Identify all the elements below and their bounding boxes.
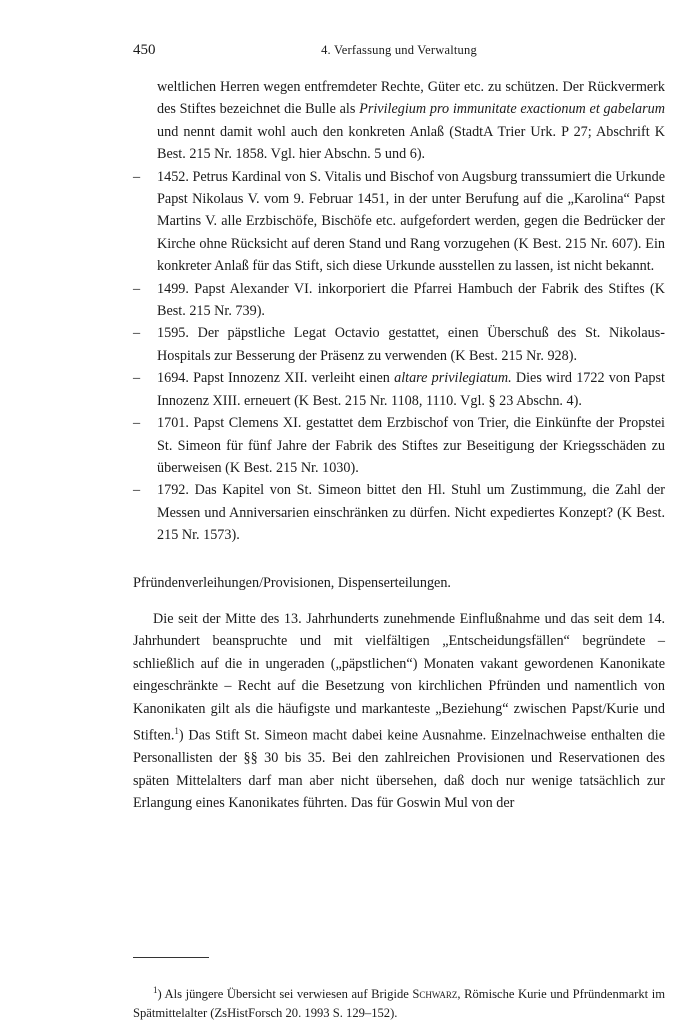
page-number: 450	[133, 42, 156, 58]
dash-marker: –	[133, 325, 141, 342]
page-header	[133, 42, 665, 62]
body-text	[133, 76, 665, 814]
entry-text: 1595. Der päpstliche Legat Octavio gestattet, einen Überschuß des St. Nikolaus-Hospitals zur Besserung der Präsenz zu verwenden (K Best. 215 Nr. 928).	[157, 325, 665, 364]
footnote	[133, 981, 665, 1023]
footnote-divider	[133, 957, 209, 958]
list-item	[133, 479, 665, 546]
entry-italic-term: altare privilegiatum.	[394, 370, 512, 387]
entry-text: 1701. Papst Clemens XI. gestattet dem Erzbischof von Trier, die Einkünfte der Propstei St. Simeon für fünf Jahre der Fabrik des Stiftes zur Beseitigung der Kriegsschäden zu überweisen (K Best. 215 Nr. 1030).	[157, 415, 665, 476]
entry-text: 1452. Petrus Kardinal von S. Vitalis und Bischof von Augsburg transsumiert die Urkunde Papst Nikolaus V. vom 9. Februar 1451, in der unter Berufung auf die „Karolina“ Papst Martins V. alle Erzbischöfe, Bischöfe etc. aufgefordert werden, gegen die Bedrücker der Kirche ohne Rücksicht auf deren Stand und Rang vorzugehen (K Best. 215 Nr. 607). Ein konkreter Anlaß für das Stift, sich diese Urkunde ausstellen zu lassen, ist nicht bekannt.	[157, 168, 665, 275]
section-heading: Pfründenverleihungen/Provisionen, Dispenserteilungen.	[133, 574, 451, 591]
dash-marker: –	[133, 482, 141, 499]
entry-text-before: 1694. Papst Innozenz XII. verleiht einen	[157, 370, 395, 387]
entry-text: 1792. Das Kapitel von St. Simeon bittet den Hl. Stuhl um Zustimmung, die Zahl der Messen und Anniversarien einschränken zu dürfen. Nicht expediertes Konzept? (K Best. 215 Nr. 1573).	[157, 482, 665, 544]
footnote-text-before: Als jüngere Übersicht sei verwiesen auf Brigide	[161, 986, 413, 1001]
dash-marker: –	[133, 415, 141, 432]
paragraph-text-before-note: Die seit der Mitte des 13. Jahrhunderts zunehmende Einflußnahme und das seit dem 14. Jahrhundert beanspruchte und mit vielfältigen „Entscheidungsfällen“ begründete – schließlich auf die in ungeraden („päpstlichen“) Monaten vakant gewordenen Kanonikate eingeschränkte – Recht auf die Besetzung von kirchlichen Pfründen und namentlich von Kanonikaten gilt als die häufigste und markanteste „Beziehung“ zwischen Papst/Kurie und Stiften.	[133, 610, 665, 744]
list-item	[133, 367, 665, 412]
continuation-paragraph	[157, 76, 665, 166]
list-item	[133, 412, 665, 479]
continuation-text-1: weltlichen Herren wegen entfremdeter Rechte, Güter etc. zu schützen. Der Rückvermerk des Stiftes bezeichnet die Bulle als	[157, 79, 665, 118]
list-item	[133, 166, 665, 278]
footnote-text-after: , Römische Kurie und Pfründenmarkt im Spätmittelalter (ZsHistForsch 20. 1993 S. 129–152).	[133, 986, 665, 1020]
entry-list	[133, 166, 665, 547]
entry-text-after: Dies wird 1722 von Papst Innozenz XIII. erneuert (K Best. 215 Nr. 1108, 1110. Vgl. § 23 Abschn. 4).	[157, 370, 665, 409]
footnote-reference[interactable]: 1	[174, 725, 179, 736]
body-paragraph	[133, 608, 665, 814]
entry-text	[157, 370, 665, 408]
continuation-italic-title: Privilegium pro immunitate exactionum et gabelarum	[359, 101, 666, 118]
dash-marker: –	[133, 370, 141, 387]
dash-marker: –	[133, 168, 141, 185]
list-item	[133, 322, 665, 367]
footnote-author: Schwarz	[412, 986, 458, 1001]
continuation-text-2: und nennt damit wohl auch den konkreten Anlaß (StadtA Trier Urk. P 27; Abschrift K Best. 215 Nr. 1858. Vgl. hier Abschn. 5 und 6).	[157, 123, 665, 163]
dash-marker: –	[133, 280, 141, 297]
running-head: 4. Verfassung und Verwaltung	[321, 43, 477, 57]
footnote-marker: 1	[153, 984, 158, 995]
entry-text: 1499. Papst Alexander VI. inkorporiert die Pfarrei Hambuch der Fabrik des Stiftes (K Best. 215 Nr. 739).	[157, 280, 665, 320]
footnote-reference-close: )	[178, 727, 184, 744]
list-item	[133, 278, 665, 323]
footnote-marker-close: )	[157, 986, 162, 1001]
paragraph-text-after-note: Das Stift St. Simeon macht dabei keine Ausnahme. Einzelnachweise enthalten die Personallisten der §§ 30 bis 35. Bei den zahlreichen Provisionen und Reservationen des späten Mittelalters darf man aber nicht übersehen, daß doch nur wenige tatsächlich zur Erlangung eines Kanonikates führten. Das für Goswin Mul von der	[133, 727, 665, 811]
